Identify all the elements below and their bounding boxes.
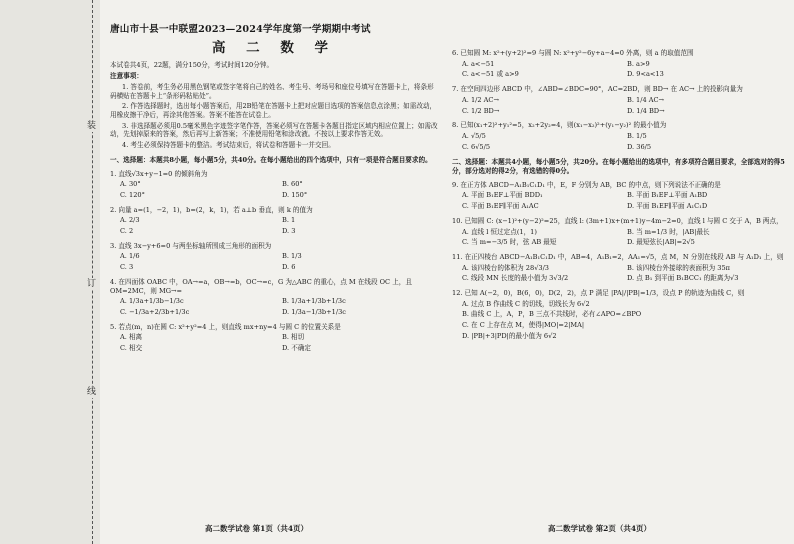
exam-intro: 本试卷共4页，22题，满分150分，考试时间120分钟。 bbox=[110, 61, 274, 70]
question-8: 8. 已知(x₁+2)²+y₁²=5，x₂+2y₂=4，则(x₁−x₂)²+(y₁−y₂)² 的最小值为 bbox=[452, 121, 667, 130]
option: D. |PB|+3|PD|的最小值为 6√2 bbox=[462, 331, 557, 340]
question-3-options bbox=[120, 251, 438, 272]
option: A. 直线 l 恒过定点(1，1) bbox=[462, 227, 537, 236]
option: B. 平面 B₁EF⊥平面 A₁BD bbox=[627, 191, 708, 200]
option: B. 1/3 bbox=[282, 252, 302, 261]
option: C. 2 bbox=[120, 227, 134, 236]
option: A. 相离 bbox=[120, 333, 143, 342]
section-heading: 二、选择题：本题共4小题，每小题5分，共20分。在每小题给出的选项中，有多项符合题目要求，全部选对的得5分，部分选对的得2分，有选错的得0分。 bbox=[452, 158, 785, 176]
question-12: 12. 已知 A(−2，0)，B(6，0)，D(2，2)，点 P 满足 |PA|/|PB|=1/3，设点 P 的轨迹为曲线 C，则 bbox=[452, 289, 745, 298]
binding-mark-zhuang: 装 bbox=[87, 121, 97, 131]
option: B. 1/3a+1/3b+1/3c bbox=[282, 297, 346, 306]
option: A. 过点 B 作曲线 C 的切线，切线长为 6√2 bbox=[462, 299, 590, 308]
exam-subject: 高 二 数 学 bbox=[211, 39, 337, 56]
binding-margin bbox=[0, 0, 100, 544]
option: D. 36/5 bbox=[627, 142, 652, 151]
option: D. 点 B₁ 到平面 B₁BCC₁ 的距离为√3 bbox=[627, 274, 739, 283]
page-footer-right: 高二数学试卷 第2页（共4页） bbox=[548, 524, 652, 533]
option: C. 120° bbox=[120, 190, 145, 199]
question-10: 10. 已知圆 C: (x−1)²+(y−2)²=25，直线 l: (3m+1)x+(m+1)y−4m−2=0，直线 l 与圆 C 交于 A，B 两点， bbox=[452, 216, 783, 225]
question-11-options bbox=[462, 263, 786, 284]
option: B. 当 m=1/3 时，|AB|最长 bbox=[627, 227, 710, 236]
question-6-options bbox=[462, 59, 786, 80]
question-2: 2. 向量 a=(1，−2，1)，b=(2，k，1)，若 a⊥b 垂直，则 k 的值为 bbox=[110, 205, 313, 214]
option: A. 30° bbox=[120, 180, 141, 189]
option: C. a<−51 或 a>9 bbox=[462, 70, 519, 79]
exam-title: 唐山市十县一中联盟2023—2024学年度第一学期期中考试 bbox=[110, 24, 371, 35]
option: B. 1/4 AC→ bbox=[627, 95, 665, 104]
question-12-options bbox=[462, 299, 786, 342]
option: D. 9<a<13 bbox=[627, 70, 664, 79]
binding-cut-line bbox=[92, 0, 93, 544]
question-7: 7. 在空间四边形 ABCD 中，∠ABD=∠BDC=90°，AC=2BD，则 BD→ 在 AC→ 上的投影向量为 bbox=[452, 85, 743, 94]
question-2-options bbox=[120, 215, 438, 236]
option: A. 1/6 bbox=[120, 252, 140, 261]
option: A. 平面 B₁EF⊥平面 BDD₁ bbox=[462, 191, 543, 200]
question-8-options bbox=[462, 131, 786, 152]
option: B. 60° bbox=[282, 180, 303, 189]
option: C. 当 m=−3/5 时，弦 AB 最短 bbox=[462, 238, 557, 247]
question-3: 3. 直线 3x−y+6=0 与两坐标轴所围成三角形的面积为 bbox=[110, 241, 272, 250]
option: C. 平面 B₁EF∥平面 A₁AC bbox=[462, 202, 539, 211]
option: A. 2/3 bbox=[120, 216, 140, 225]
option: B. 相切 bbox=[282, 333, 305, 342]
option: C. 在 C 上存在点 M，使得|MO|=2|MA| bbox=[462, 321, 585, 330]
option: C. 线段 MN 长度的最小值为 3√3/2 bbox=[462, 274, 569, 283]
question-11: 11. 在正四棱台 ABCD−A₁B₁C₁D₁ 中，AB=4，A₁B₁=2，AA₁=√5，点 M，N 分别在线段 AB 与 A₁D₁ 上，则 bbox=[452, 252, 784, 261]
option: D. 1/3a−1/3b+1/3c bbox=[282, 307, 346, 316]
notice-item: 2. 作答选择题时，选出每小题答案后，用2B铅笔在答题卡上把对应题目选项的答案信息点涂黑；如需改动，用橡皮擦干净后，再涂其他答案。答案不能答在试卷上。 bbox=[110, 102, 437, 119]
notice-item: 4. 考生必须保持答题卡的整洁。考试结束后，将试卷和答题卡一并交回。 bbox=[122, 141, 335, 150]
option: D. 最短弦长|AB|=2√5 bbox=[627, 238, 695, 247]
question-9: 9. 在正方体 ABCD−A₁B₁C₁D₁ 中，E，F 分别为 AB，BC 的中点，则下列说法不正确的是 bbox=[452, 180, 721, 189]
option: C. −1/3a+2/3b+1/3c bbox=[120, 307, 190, 316]
page-footer-left: 高二数学试卷 第1页（共4页） bbox=[205, 524, 309, 533]
option: A. 1/2 AC→ bbox=[462, 95, 499, 104]
question-9-options bbox=[462, 190, 786, 211]
question-10-options bbox=[462, 227, 786, 248]
option: D. 1/4 BD→ bbox=[627, 106, 665, 115]
option: A. 该四棱台的体积为 28√3/3 bbox=[462, 263, 550, 272]
option: D. 3 bbox=[282, 227, 296, 236]
notice-item: 1. 答卷前，考生务必用黑色钢笔或签字笔将自己的姓名、考生号、考场号和座位号填写在答题卡上，将条形码横贴在答题卡上“条形码粘贴处”。 bbox=[110, 82, 434, 100]
notice-heading: 注意事项： bbox=[110, 72, 143, 81]
option: A. 1/3a+1/3b−1/3c bbox=[120, 297, 184, 306]
question-5: 5. 若点(m，n)在圆 C: x²+y²=4 上，则直线 mx+ny=4 与圆 C 的位置关系是 bbox=[110, 322, 341, 331]
question-5-options bbox=[120, 332, 438, 353]
option: A. √5/5 bbox=[462, 131, 486, 140]
binding-mark-ding: 订 bbox=[87, 279, 97, 289]
option: B. 1/5 bbox=[627, 131, 647, 140]
option: C. 1/2 BD→ bbox=[462, 106, 500, 115]
page-left bbox=[110, 24, 438, 356]
option: C. 6√5/5 bbox=[462, 142, 491, 151]
notice-item: 3. 非选择题必须用0.5毫米黑色字迹签字笔作答，答案必须写在答题卡各题目指定区域内相应位置上；如需改动，先划掉原来的答案，然后再写上新答案；不准使用铅笔和涂改液。不按以上要求作答无效。 bbox=[110, 121, 438, 139]
option: B. 1 bbox=[282, 216, 296, 225]
option: D. 不确定 bbox=[282, 344, 312, 353]
option: D. 6 bbox=[282, 263, 296, 272]
option: B. 该四棱台外接球的表面积为 35π bbox=[627, 263, 730, 272]
question-1-options bbox=[120, 179, 438, 200]
question-6: 6. 已知圆 M: x²+(y+2)²=9 与圆 N: x²+y²−6y+a−4=0 外离，则 a 的取值范围 bbox=[452, 49, 694, 57]
question-4-options bbox=[120, 296, 438, 317]
option: A. a<−51 bbox=[462, 59, 495, 68]
option: C. 3 bbox=[120, 263, 134, 272]
section-heading: 一、选择题：本题共8小题，每小题5分，共40分。在每小题给出的四个选项中，只有一项是符合题目要求的。 bbox=[110, 155, 432, 164]
option: B. a>9 bbox=[627, 59, 650, 68]
option: D. 150° bbox=[282, 190, 308, 199]
option: D. 平面 B₁EF∥平面 A₁C₁D bbox=[627, 202, 708, 211]
question-4: 4. 在四面体 OABC 中，OA→=a，OB→=b，OC→=c，G 为△ABC 的重心，点 M 在线段 OC 上，且 OM=2MC，则 MG→= bbox=[110, 277, 412, 295]
question-1: 1. 直线√3x+y−1=0 的倾斜角为 bbox=[110, 169, 208, 178]
binding-mark-xian: 线 bbox=[87, 387, 97, 397]
page-right bbox=[452, 44, 786, 343]
option: B. 曲线 C 上，A，P，B 三点不共线时，必有∠APO=∠BPO bbox=[462, 310, 642, 319]
question-7-options bbox=[462, 95, 786, 116]
option: C. 相交 bbox=[120, 344, 143, 353]
